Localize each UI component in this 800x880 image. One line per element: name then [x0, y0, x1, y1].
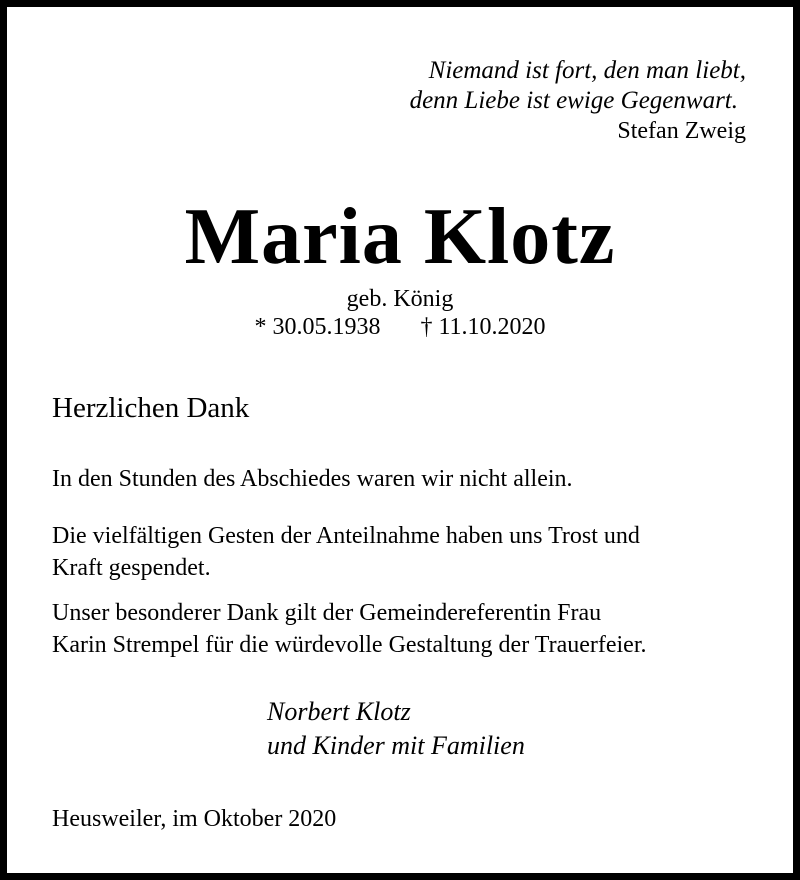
quote-author: Stefan Zweig	[617, 118, 746, 144]
life-dates	[7, 312, 793, 342]
paragraph-2-line-2: Kraft gespendet.	[52, 555, 211, 581]
quote-line-1: Niemand ist fort, den man liebt,	[428, 57, 746, 84]
maiden-name: geb. König	[346, 286, 454, 312]
paragraph-3-line-1: Unser besonderer Dank gilt der Gemeindereferentin Frau	[52, 600, 602, 626]
birth-date: * 30.05.1938	[254, 314, 381, 340]
deceased-name: Maria Klotz	[184, 193, 616, 281]
signature-line-1: Norbert Klotz	[267, 697, 411, 726]
place-date: Heusweiler, im Oktober 2020	[52, 806, 337, 832]
paragraph-2-line-1: Die vielfältigen Gesten der Anteilnahme haben uns Trost und	[52, 523, 640, 549]
signature-line-2: und Kinder mit Familien	[267, 731, 525, 760]
quote-line-2: denn Liebe ist ewige Gegenwart.	[409, 87, 738, 114]
death-date: † 11.10.2020	[420, 314, 546, 340]
paragraph-1-line-1: In den Stunden des Abschiedes waren wir nicht allein.	[52, 466, 573, 492]
paragraph-3-line-2: Karin Strempel für die würdevolle Gestaltung der Trauerfeier.	[52, 632, 647, 658]
thanks-heading: Herzlichen Dank	[52, 392, 250, 424]
